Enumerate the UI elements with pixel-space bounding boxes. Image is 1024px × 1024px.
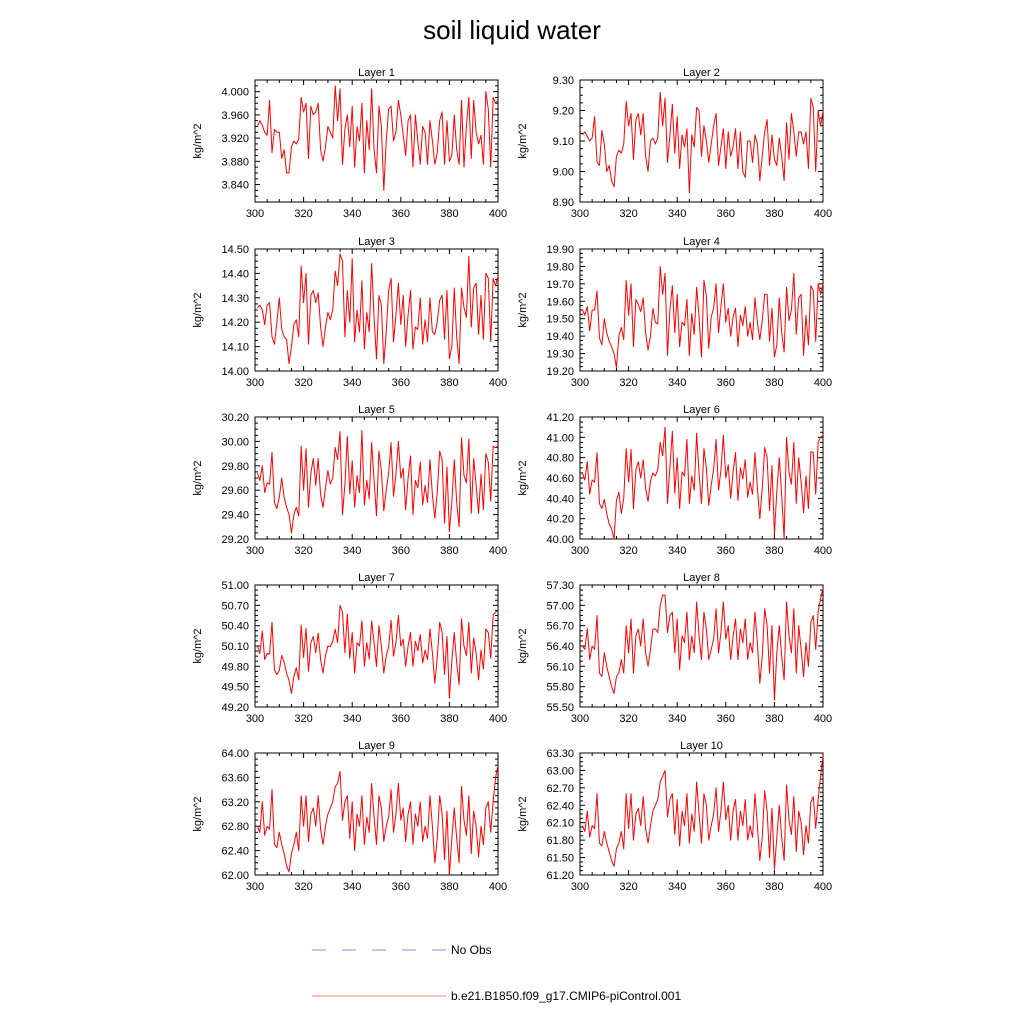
- x-tick-label: 300: [245, 545, 265, 557]
- x-tick-label: 360: [391, 208, 410, 220]
- y-tick-label: 49.50: [221, 681, 249, 694]
- y-tick-label: 63.00: [546, 765, 574, 778]
- y-axis-label: kg/m^2: [192, 292, 204, 328]
- x-tick-label: 360: [716, 377, 735, 389]
- y-tick-label: 40.00: [546, 534, 574, 546]
- x-tick-label: 380: [440, 545, 459, 557]
- x-tick-label: 320: [619, 208, 638, 220]
- x-tick-label: 400: [813, 377, 833, 389]
- y-tick-label: 30.20: [221, 412, 249, 424]
- panel-layer-8: [517, 572, 832, 725]
- y-axis-label: kg/m^2: [517, 123, 529, 159]
- legend: [312, 943, 681, 1003]
- series-line-model: [257, 254, 498, 364]
- x-tick-label: 320: [294, 377, 313, 389]
- x-tick-label: 320: [619, 713, 638, 725]
- x-tick-label: 340: [668, 881, 687, 893]
- x-tick-label: 400: [488, 377, 508, 389]
- y-tick-label: 62.00: [221, 870, 249, 882]
- y-tick-label: 62.80: [221, 821, 249, 834]
- x-tick-label: 360: [716, 881, 735, 893]
- panel-title: Layer 4: [683, 236, 720, 248]
- x-tick-label: 360: [391, 545, 410, 557]
- y-tick-label: 50.40: [221, 620, 249, 633]
- panel-layer-6: [517, 404, 832, 557]
- x-tick-label: 300: [245, 881, 265, 893]
- panel-title: Layer 5: [358, 404, 395, 416]
- y-tick-label: 40.20: [546, 513, 574, 526]
- y-axis-label: kg/m^2: [517, 460, 529, 496]
- panel-layer-7: [192, 572, 507, 725]
- y-tick-label: 55.50: [546, 702, 574, 714]
- x-tick-label: 320: [294, 713, 313, 725]
- panel-layer-10: [517, 740, 832, 893]
- x-tick-label: 340: [343, 545, 362, 557]
- y-axis-label: kg/m^2: [192, 628, 204, 664]
- y-tick-label: 19.40: [546, 331, 574, 344]
- x-tick-label: 300: [570, 208, 590, 220]
- y-tick-label: 40.40: [546, 493, 574, 506]
- x-tick-label: 380: [440, 713, 459, 725]
- x-tick-label: 380: [765, 881, 784, 893]
- y-axis-label: kg/m^2: [192, 123, 204, 159]
- x-tick-label: 300: [570, 545, 590, 557]
- x-tick-label: 340: [343, 208, 362, 220]
- y-tick-label: 55.80: [546, 681, 574, 694]
- x-tick-label: 400: [813, 713, 833, 725]
- y-tick-label: 9.00: [552, 166, 574, 179]
- plot-frame: [580, 753, 823, 875]
- panel-title: Layer 1: [358, 67, 395, 79]
- x-tick-label: 360: [391, 881, 410, 893]
- y-tick-label: 9.30: [552, 75, 574, 87]
- plot-frame: [255, 80, 498, 202]
- y-tick-label: 3.880: [221, 156, 249, 169]
- y-tick-label: 8.90: [552, 197, 574, 209]
- plot-frame: [255, 585, 498, 707]
- x-tick-label: 360: [391, 377, 410, 389]
- y-tick-label: 29.20: [221, 534, 249, 546]
- y-tick-label: 14.10: [221, 341, 249, 354]
- series-line-model: [257, 430, 498, 532]
- panel-title: Layer 10: [680, 740, 723, 752]
- y-tick-label: 3.840: [221, 179, 249, 192]
- series-line-model: [582, 92, 823, 193]
- x-tick-label: 300: [245, 208, 265, 220]
- x-tick-label: 300: [245, 713, 265, 725]
- x-tick-label: 380: [440, 881, 459, 893]
- y-tick-label: 62.40: [221, 845, 249, 858]
- x-tick-label: 380: [765, 713, 784, 725]
- legend-label-model: b.e21.B1850.f09_g17.CMIP6-piControl.001: [451, 989, 682, 1003]
- y-tick-label: 14.20: [221, 317, 249, 330]
- y-tick-label: 3.920: [221, 133, 249, 146]
- series-line-model: [257, 765, 498, 875]
- y-tick-label: 57.30: [546, 580, 574, 592]
- panel-title: Layer 2: [683, 67, 720, 79]
- y-tick-label: 50.70: [221, 600, 249, 613]
- x-tick-label: 380: [440, 377, 459, 389]
- y-tick-label: 30.00: [221, 436, 249, 449]
- x-tick-label: 360: [716, 545, 735, 557]
- y-tick-label: 61.20: [546, 870, 574, 882]
- x-tick-label: 400: [488, 713, 508, 725]
- x-tick-label: 320: [619, 545, 638, 557]
- x-tick-label: 320: [294, 208, 313, 220]
- y-tick-label: 9.10: [552, 136, 574, 148]
- panel-title: Layer 7: [358, 572, 395, 584]
- x-tick-label: 320: [294, 881, 313, 893]
- x-tick-label: 340: [668, 377, 687, 389]
- y-axis-label: kg/m^2: [517, 796, 529, 832]
- x-tick-label: 300: [570, 377, 590, 389]
- y-tick-label: 14.30: [221, 292, 249, 305]
- plot-frame: [255, 417, 498, 539]
- y-tick-label: 61.50: [546, 852, 574, 865]
- panel-layer-3: [192, 236, 507, 389]
- y-tick-label: 29.80: [221, 460, 249, 473]
- series-line-model: [582, 266, 823, 367]
- series-line-model: [582, 588, 823, 700]
- y-tick-label: 4.000: [221, 86, 249, 99]
- y-tick-label: 19.60: [546, 296, 574, 309]
- x-tick-label: 340: [668, 208, 687, 220]
- plot-frame: [580, 80, 823, 202]
- x-tick-label: 340: [343, 377, 362, 389]
- y-tick-label: 62.40: [546, 800, 574, 813]
- y-tick-label: 49.20: [221, 702, 249, 714]
- y-axis-label: kg/m^2: [517, 628, 529, 664]
- y-tick-label: 19.90: [546, 244, 574, 256]
- y-tick-label: 64.00: [221, 748, 249, 760]
- x-tick-label: 360: [391, 713, 410, 725]
- plot-frame: [580, 417, 823, 539]
- x-tick-label: 340: [343, 713, 362, 725]
- y-axis-label: kg/m^2: [192, 796, 204, 832]
- y-axis-label: kg/m^2: [517, 292, 529, 328]
- y-tick-label: 41.00: [546, 432, 574, 445]
- x-tick-label: 300: [570, 713, 590, 725]
- panel-layer-5: [192, 404, 507, 557]
- y-tick-label: 50.10: [221, 641, 249, 653]
- panel-title: Layer 6: [683, 404, 720, 416]
- x-tick-label: 400: [813, 208, 833, 220]
- x-tick-label: 380: [765, 377, 784, 389]
- y-tick-label: 49.80: [221, 661, 249, 674]
- x-tick-label: 360: [716, 208, 735, 220]
- figure-title: soil liquid water: [423, 15, 601, 45]
- panel-grid: [192, 67, 832, 893]
- y-tick-label: 63.20: [221, 796, 249, 809]
- panel-layer-4: [517, 236, 832, 389]
- x-tick-label: 340: [668, 545, 687, 557]
- y-tick-label: 56.10: [546, 661, 574, 674]
- y-tick-label: 56.40: [546, 641, 574, 653]
- y-tick-label: 3.960: [221, 109, 249, 122]
- y-tick-label: 19.80: [546, 261, 574, 274]
- y-tick-label: 41.20: [546, 412, 574, 424]
- y-tick-label: 29.60: [221, 485, 249, 498]
- y-tick-label: 62.70: [546, 782, 574, 795]
- panel-title: Layer 8: [683, 572, 720, 584]
- x-tick-label: 320: [294, 545, 313, 557]
- x-tick-label: 320: [619, 377, 638, 389]
- legend-label-no-obs: No Obs: [451, 943, 492, 957]
- x-tick-label: 300: [570, 881, 590, 893]
- panel-layer-1: [192, 67, 507, 220]
- y-tick-label: 9.20: [552, 105, 574, 118]
- y-tick-label: 62.10: [546, 817, 574, 830]
- x-tick-label: 400: [488, 208, 508, 220]
- y-tick-label: 63.30: [546, 748, 574, 760]
- y-tick-label: 19.20: [546, 366, 574, 378]
- x-tick-label: 380: [765, 208, 784, 220]
- y-tick-label: 40.60: [546, 473, 574, 485]
- y-tick-label: 57.00: [546, 600, 574, 613]
- x-tick-label: 360: [716, 713, 735, 725]
- y-tick-label: 63.60: [221, 772, 249, 785]
- y-tick-label: 19.30: [546, 348, 574, 361]
- y-axis-label: kg/m^2: [192, 460, 204, 496]
- y-tick-label: 19.50: [546, 313, 574, 326]
- panel-title: Layer 3: [358, 236, 395, 248]
- x-tick-label: 320: [619, 881, 638, 893]
- panel-layer-2: [517, 67, 832, 220]
- x-tick-label: 300: [245, 377, 265, 389]
- y-tick-label: 14.00: [221, 366, 249, 378]
- x-tick-label: 400: [813, 545, 833, 557]
- x-tick-label: 340: [343, 881, 362, 893]
- series-line-model: [257, 86, 498, 191]
- y-tick-label: 14.40: [221, 268, 249, 281]
- x-tick-label: 400: [488, 545, 508, 557]
- y-tick-label: 29.40: [221, 509, 249, 522]
- panel-layer-9: [192, 740, 507, 893]
- panel-title: Layer 9: [358, 740, 395, 752]
- y-tick-label: 14.50: [221, 244, 249, 256]
- y-tick-label: 56.70: [546, 620, 574, 633]
- y-tick-label: 51.00: [221, 580, 249, 592]
- x-tick-label: 400: [813, 881, 833, 893]
- y-tick-label: 40.80: [546, 452, 574, 465]
- y-tick-label: 19.70: [546, 278, 574, 291]
- x-tick-label: 400: [488, 881, 508, 893]
- x-tick-label: 380: [765, 545, 784, 557]
- x-tick-label: 340: [668, 713, 687, 725]
- x-tick-label: 380: [440, 208, 459, 220]
- series-line-model: [582, 756, 823, 869]
- series-line-model: [257, 605, 498, 698]
- y-tick-label: 61.80: [546, 835, 574, 848]
- series-line-model: [582, 427, 823, 539]
